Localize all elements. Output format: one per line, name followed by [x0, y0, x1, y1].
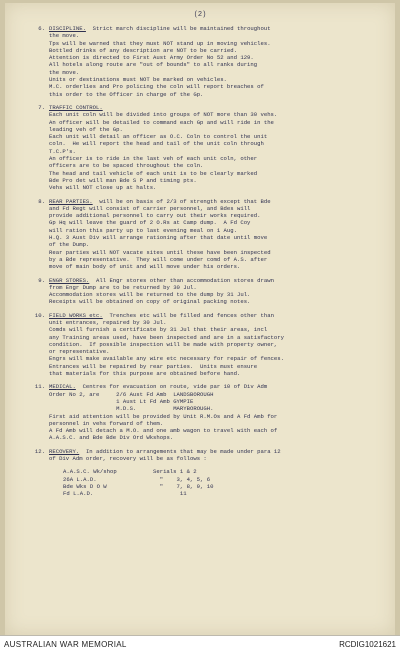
table-row [63, 490, 375, 497]
recovery-unit: Bde Wks D O W [63, 482, 107, 490]
text-line: Comds will furnish a certificate by 31 Jul that their areas, incl [49, 326, 268, 334]
text-line: of the Dump. [49, 241, 90, 249]
paragraph-number: 8. [38, 197, 45, 205]
text-line: leading veh of the Gp. [49, 125, 123, 133]
paragraph-first-line [49, 25, 375, 32]
paragraph-first-line [49, 383, 375, 390]
page-number: (2) [193, 11, 207, 19]
text-line: Receipts will be obtained on copy of original packing notes. [49, 298, 251, 306]
footer-record-id: RCDIG1021621 [339, 640, 396, 649]
text-line: will ration this party up to last evening meal on 1 Aug. [49, 226, 237, 234]
text-line: The head and tail vehicle of each unit is to be clearly marked [49, 169, 258, 177]
text-line: M.D.S. MARYBOROUGH. [49, 405, 214, 413]
paragraph-heading: DISCIPLINE. [49, 25, 86, 32]
text-line: of Div Adm order, recovery will be as follows : [49, 455, 207, 463]
table-row [63, 468, 375, 475]
text-line: the move. [49, 68, 80, 76]
recovery-serials: " 7, 8, 9, 10 [153, 482, 214, 490]
paragraph-first-line [49, 198, 375, 205]
text-line: provide additional personnel to carry out their works required. [49, 212, 261, 220]
text-line: A Fd Amb will detach a M.O. and one amb wagon to travel with each of [49, 427, 278, 435]
text-line: All hotels along route are "out of bounds" to all ranks during [49, 61, 258, 69]
paragraph [25, 25, 375, 98]
paragraph [25, 198, 375, 271]
paragraph-lead-text: Trenches etc will be filled and fences other than [109, 311, 274, 319]
paragraph-lead-text: will be on basis of 2/3 of strength except that Bde [99, 197, 271, 205]
text-line: Bde Pro det will man Bde S P and timing pts. [49, 176, 197, 184]
recovery-serials: 11 [153, 490, 187, 498]
paragraph-number: 7. [38, 103, 45, 111]
text-line: An officer is to ride in the last veh of each unit coln, other [49, 155, 258, 163]
text-line: officers are to be spaced throughout the coln. [49, 162, 204, 170]
paragraph-first-line [49, 277, 375, 284]
paragraph-lead-text: Strict march discipline will be maintained throughout [92, 25, 271, 32]
paragraph [25, 277, 375, 306]
paragraph-lead-text: All Engr stores other than accommodation stores drawn [96, 276, 274, 284]
text-line: Rear parties will NOT vacate sites until these have been inspected [49, 248, 271, 256]
text-line: and Fd Regt will consist of carrier personnel, and Bdes will [49, 204, 251, 212]
text-line: condition. If possible inspection will be made with property owner, [49, 340, 278, 348]
text-line: Attention is directed to First Aust Army Order No 52 and 129. [49, 54, 254, 62]
paragraph [25, 104, 375, 192]
recovery-unit: A.A.S.C. Wk/shop [63, 468, 117, 476]
paragraph-first-line [49, 448, 375, 455]
paragraph-number: 10. [34, 311, 45, 319]
text-line: personnel in vehs forward of them. [49, 419, 164, 427]
paragraph-number: 12. [34, 447, 45, 455]
paragraph-heading: ENGR STORES. [49, 276, 90, 284]
text-line: Order No 2, are 2/6 Aust Fd Amb LANDSBOROUGH [49, 390, 214, 398]
text-line: 1 Aust Lt Fd Amb GYMPIE [49, 397, 194, 405]
text-line: T.C.P's. [49, 147, 76, 155]
text-line: Each unit coln will be divided into groups of NOT more than 30 vehs. [49, 111, 278, 119]
paragraph-heading: MEDICAL. [49, 383, 76, 391]
text-line: any Training areas used, have been inspected and are in a satisfactory [49, 333, 284, 341]
paragraph-heading: REAR PARTIES. [49, 197, 93, 205]
text-line: Vehs will NOT close up at halts. [49, 184, 157, 192]
text-line: or representative. [49, 348, 110, 356]
recovery-serials: Serials 1 & 2 [153, 468, 197, 476]
paragraph-number: 11. [34, 383, 45, 391]
paragraph-heading: TRAFFIC CONTROL. [49, 103, 103, 111]
text-line: An officer will be detailed to command each Gp and will ride in the [49, 118, 274, 126]
document-body [25, 25, 375, 498]
table-row [63, 476, 375, 483]
text-line: Engrs will make available any wire etc necessary for repair of fences. [49, 355, 284, 363]
paragraph-first-line [49, 312, 375, 319]
footer-archive-name: AUSTRALIAN WAR MEMORIAL [4, 640, 127, 649]
text-line: Gp Hq will leave the guard of 2 O.Rs at Camp dump. A Fd Coy [49, 219, 251, 227]
text-line: this order to the Officer in charge of the Gp. [49, 90, 204, 98]
table-row [63, 483, 375, 490]
recovery-unit: Fd L.A.D. [63, 490, 94, 498]
document-page [5, 3, 395, 635]
text-line: Tps will be warned that they must NOT stand up in moving vehicles. [49, 39, 271, 47]
paragraph [25, 448, 375, 463]
text-line: move of main body of unit and will move under his orders. [49, 263, 241, 271]
text-line: Entrances will be repaired by rear parties. Units must ensure [49, 362, 258, 370]
paragraph [25, 383, 375, 441]
text-line: Bottled drinks of any description are NOT to be carried. [49, 46, 237, 54]
paragraph [25, 312, 375, 378]
text-line: coln. He will report the head and tail of the unit coln through [49, 140, 264, 148]
text-line: that materials for this purpose are obtained before hand. [49, 370, 241, 378]
text-line: unit entrances, repaired by 30 Jul. [49, 318, 167, 326]
text-line: the move. [49, 32, 80, 40]
paragraph-number: 6. [38, 25, 45, 32]
text-line: H.Q. 3 Aust Div will arrange rationing after that date until move [49, 234, 268, 242]
paragraph-number: 9. [38, 276, 45, 284]
text-line: First aid attention will be provided by Unit R.M.Os and A Fd Amb for [49, 412, 278, 420]
recovery-unit: 26A L.A.D. [63, 475, 97, 483]
text-line: from Engr Dump are to be returned by 30 Jul. [49, 283, 197, 291]
text-line: Units or destinations must NOT be marked on vehicles. [49, 76, 227, 84]
paragraph-heading: RECOVERY. [49, 447, 80, 455]
archive-footer [0, 635, 400, 653]
text-line: M.C. orderlies and Pro policing the coln will report breaches of [49, 83, 264, 91]
text-line: Each unit will detail an officer as O.C. Coln to control the unit [49, 133, 268, 141]
recovery-serials: " 3, 4, 5, 6 [153, 475, 211, 483]
paragraph-lead-text: In addition to arrangements that may be made under para 12 [85, 447, 281, 455]
text-line: A.A.S.C. and Bde Bde Div Ord Wkshops. [49, 434, 174, 442]
paragraph-lead-text: Centres for evacuation on route, vide par 10 of Div Adm [82, 383, 268, 391]
text-line: Accommodation stores will be returned to the dump by 31 Jul. [49, 291, 251, 299]
paragraph-first-line [49, 104, 375, 111]
text-line: by a Bde representative. They will come under comd of A.S. after [49, 255, 268, 263]
recovery-table [63, 468, 375, 497]
paragraph-heading: FIELD WORKS etc. [49, 311, 103, 319]
